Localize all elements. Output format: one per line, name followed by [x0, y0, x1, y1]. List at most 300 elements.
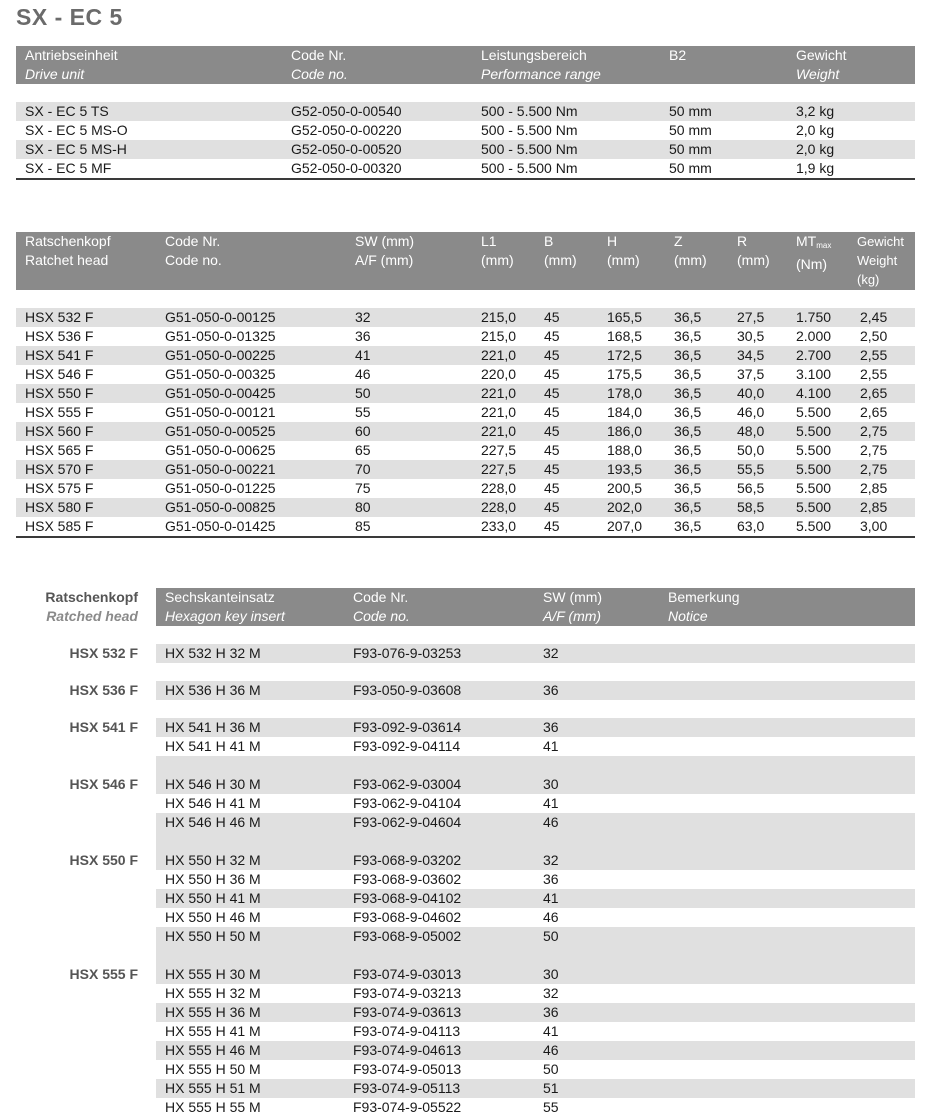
- column-header-en: A/F (mm): [543, 608, 602, 624]
- table-cell: 221,0: [472, 384, 535, 403]
- table-header-row: [16, 46, 915, 84]
- table-cell: 50: [346, 384, 472, 403]
- table-cell: 202,0: [598, 498, 665, 517]
- table-cell: 5.500: [787, 460, 851, 479]
- table-cell: HSX 555 F: [25, 404, 94, 420]
- table-cell: G52-050-0-00520: [282, 140, 472, 159]
- table-cell: 36,5: [674, 404, 702, 420]
- column-header: [282, 46, 472, 84]
- column-header-line2: A/F (mm): [355, 252, 414, 268]
- column-header-unit: (mm): [544, 252, 577, 268]
- table-cell: HX 555 H 46 M: [156, 1041, 344, 1060]
- table-row: [16, 1041, 915, 1060]
- table-cell: 46,0: [737, 404, 765, 420]
- table-cell: 3,00: [851, 517, 915, 537]
- table-cell: G52-050-0-00540: [282, 102, 472, 121]
- table-cell: HX 536 H 36 M: [156, 681, 344, 700]
- row-label-header-de: Ratschenkopf: [45, 589, 138, 605]
- table-cell: 5.500: [796, 480, 832, 496]
- table-cell: HX 550 H 41 M: [156, 889, 344, 908]
- spacer-cell: [535, 290, 598, 308]
- table-cell: F93-074-9-03213: [353, 985, 462, 1001]
- table-cell: 2,0 kg: [787, 140, 915, 159]
- table-cell: 2,65: [860, 404, 888, 420]
- table-cell: 50 mm: [660, 102, 787, 121]
- spacer-cell: [156, 946, 344, 965]
- column-header: [787, 46, 915, 84]
- column-header-unit: (mm): [737, 252, 770, 268]
- spacer-cell: [665, 290, 728, 308]
- table-cell: HX 550 H 32 M: [156, 851, 344, 870]
- spacer-cell: [16, 290, 156, 308]
- table-cell: 36: [534, 1003, 659, 1022]
- spacer-cell: [534, 700, 659, 718]
- table-cell: 1.750: [787, 308, 851, 327]
- table-cell: 221,0: [472, 346, 535, 365]
- table-cell: 5.500: [796, 404, 832, 420]
- table-cell: 50,0: [737, 442, 765, 458]
- spacer-cell: [16, 84, 282, 102]
- table-cell: 233,0: [472, 517, 535, 537]
- table-cell: HSX 585 F: [16, 517, 156, 537]
- spacer-cell: [659, 663, 915, 681]
- table-cell: 41: [346, 346, 472, 365]
- column-header-en: Hexagon key insert: [165, 608, 285, 624]
- table-cell: 5.500: [787, 517, 851, 537]
- table-cell: G51-050-0-01225: [165, 480, 276, 496]
- empty-label: [16, 1003, 156, 1022]
- table-cell: F93-068-9-03602: [353, 871, 462, 887]
- table-cell: 220,0: [481, 366, 517, 382]
- spacer-cell: [282, 84, 472, 102]
- table-cell: G51-050-0-00225: [156, 346, 346, 365]
- table-row: [16, 984, 915, 1003]
- table-cell: HSX 541 F: [16, 346, 156, 365]
- column-header-text: R: [737, 233, 748, 249]
- column-header-unit: (Nm): [796, 256, 828, 272]
- table-cell: 41: [543, 1023, 559, 1039]
- table-cell: 172,5: [598, 346, 665, 365]
- table-cell: G51-050-0-00121: [165, 404, 276, 420]
- table-row: [16, 851, 915, 870]
- table-cell: [659, 851, 915, 870]
- table-cell: 46: [534, 813, 659, 832]
- column-header-line1: [796, 232, 851, 255]
- table-row: [16, 460, 915, 479]
- table-cell: HX 550 H 36 M: [165, 871, 261, 887]
- table-row: [16, 644, 915, 663]
- table-cell: F93-062-9-03004: [344, 775, 534, 794]
- table-cell: 207,0: [598, 517, 665, 537]
- table-cell: F93-076-9-03253: [344, 644, 534, 663]
- spacer-cell: [156, 756, 344, 775]
- column-header: [472, 46, 660, 84]
- spacer-cell: [659, 832, 915, 851]
- table-cell: 5.500: [787, 422, 851, 441]
- column-header-de: Gewicht: [796, 47, 847, 63]
- table-row: [16, 517, 915, 537]
- table-cell: 215,0: [481, 328, 517, 344]
- table-cell: HX 555 H 50 M: [165, 1061, 261, 1077]
- column-header: [346, 232, 472, 290]
- table-cell: 65: [355, 442, 371, 458]
- table-cell: [659, 1098, 915, 1115]
- spacer-cell: [16, 756, 156, 775]
- table-cell: 36,5: [665, 422, 728, 441]
- empty-label: [16, 870, 156, 889]
- table-cell: G52-050-0-00320: [282, 159, 472, 179]
- table-row: [16, 813, 915, 832]
- table-row: [16, 1079, 915, 1098]
- column-header-en: Notice: [668, 608, 708, 624]
- spacer-cell: [534, 832, 659, 851]
- table-row: [16, 1098, 915, 1115]
- table-cell: 32: [543, 985, 559, 1001]
- table-cell: 36: [534, 718, 659, 737]
- table-cell: 30: [534, 775, 659, 794]
- table-cell: F93-092-9-03614: [344, 718, 534, 737]
- spacer-cell: [851, 290, 915, 308]
- table-cell: 55,5: [728, 460, 787, 479]
- table-cell: HX 555 H 41 M: [165, 1023, 261, 1039]
- empty-label: [16, 1041, 156, 1060]
- table-cell: 175,5: [607, 366, 643, 382]
- table-cell: 215,0: [472, 308, 535, 327]
- table-header-row: [16, 232, 915, 290]
- column-header-en: Code no.: [353, 608, 410, 624]
- table-cell: HSX 580 F: [16, 498, 156, 517]
- empty-label: [16, 737, 156, 756]
- table-cell: G51-050-0-00125: [156, 308, 346, 327]
- table-cell: 55: [543, 1099, 559, 1115]
- spacer-cell: [659, 756, 915, 775]
- column-header-de: Bemerkung: [668, 589, 740, 605]
- column-header: [665, 232, 728, 290]
- column-header-text: Ratschenkopf: [25, 233, 111, 249]
- column-header-line1: [481, 232, 535, 251]
- table-cell: HSX 550 F: [16, 384, 156, 403]
- column-header: [728, 232, 787, 290]
- table-cell: 60: [346, 422, 472, 441]
- table-cell: 36,5: [674, 366, 702, 382]
- table-cell: HSX 532 F: [16, 308, 156, 327]
- column-header: [534, 588, 659, 626]
- table-cell: 228,0: [481, 480, 517, 496]
- table-cell: 227,5: [481, 442, 517, 458]
- table-cell: 41: [534, 889, 659, 908]
- table-cell: G52-050-0-00220: [291, 122, 402, 138]
- ratchet-head-table: [16, 232, 915, 538]
- table-cell: G51-050-0-00425: [156, 384, 346, 403]
- table-cell: F93-092-9-04114: [353, 738, 461, 754]
- spacer-cell: [16, 700, 156, 718]
- spacer-cell: [534, 663, 659, 681]
- column-header-line1: [737, 232, 787, 251]
- column-header: [156, 588, 344, 626]
- table-cell: 2,75: [860, 442, 888, 458]
- table-cell: 2,85: [860, 480, 888, 496]
- table-row: [16, 479, 915, 498]
- table-cell: 500 - 5.500 Nm: [472, 102, 660, 121]
- column-header-text: MT: [796, 233, 817, 249]
- table-cell: 48,0: [728, 422, 787, 441]
- spacer-cell: [344, 700, 534, 718]
- spacer-row: [16, 946, 915, 965]
- table-cell: 184,0: [607, 404, 643, 420]
- ratchet-head-label: HSX 555 F: [16, 965, 156, 984]
- column-header-unit: (mm): [607, 252, 640, 268]
- table-row: [16, 422, 915, 441]
- spacer-cell: [534, 946, 659, 965]
- table-cell: 2,85: [851, 498, 915, 517]
- table-cell: 221,0: [481, 404, 517, 420]
- table-cell: [659, 794, 915, 813]
- spacer-cell: [156, 700, 344, 718]
- hexagon-insert-table: [16, 588, 915, 1115]
- table-cell: 45: [535, 422, 598, 441]
- column-header-de: Sechskanteinsatz: [165, 589, 275, 605]
- table-cell: 45: [544, 328, 560, 344]
- table-cell: HX 555 H 36 M: [156, 1003, 344, 1022]
- table-cell: 50 mm: [660, 140, 787, 159]
- table-cell: [659, 681, 915, 700]
- table-cell: 45: [544, 442, 560, 458]
- table-row: [16, 140, 915, 159]
- spacer-cell: [659, 700, 915, 718]
- table-row: [16, 1060, 915, 1079]
- ratchet-head-label: HSX 541 F: [16, 718, 156, 737]
- table-cell: 40,0: [728, 384, 787, 403]
- table-cell: 193,5: [598, 460, 665, 479]
- table-cell: 36,5: [665, 308, 728, 327]
- column-header: [156, 232, 346, 290]
- column-header-line2: Weight: [857, 253, 898, 268]
- column-header-de: Antriebseinheit: [25, 47, 118, 63]
- table-row: [16, 794, 915, 813]
- table-cell: [659, 908, 915, 927]
- table-cell: G51-050-0-00625: [165, 442, 276, 458]
- table-cell: 56,5: [737, 480, 765, 496]
- table-cell: 500 - 5.500 Nm: [472, 140, 660, 159]
- column-header-text: Z: [674, 233, 683, 249]
- column-header-de: Leistungsbereich: [481, 47, 587, 63]
- table-cell: 46: [534, 1041, 659, 1060]
- table-row: [16, 384, 915, 403]
- ratchet-head-label: HSX 550 F: [16, 851, 156, 870]
- spacer-cell: [472, 84, 660, 102]
- spacer-cell: [16, 663, 156, 681]
- column-header-line1: [674, 232, 728, 251]
- ratchet-head-label: HSX 536 F: [16, 681, 156, 700]
- spacer-cell: [156, 290, 346, 308]
- table-cell: 2,75: [851, 422, 915, 441]
- column-header-de: Code Nr.: [291, 47, 347, 63]
- spacer-cell: [787, 84, 915, 102]
- table-cell: 2,55: [851, 346, 915, 365]
- table-cell: [659, 927, 915, 946]
- table-cell: 32: [534, 644, 659, 663]
- table-cell: 5.500: [787, 498, 851, 517]
- spacer-cell: [344, 756, 534, 775]
- table-cell: F93-074-9-05013: [353, 1061, 462, 1077]
- spacer-cell: [534, 756, 659, 775]
- table-cell: HSX 546 F: [25, 366, 94, 382]
- table-cell: F93-074-9-03013: [344, 965, 534, 984]
- table-cell: [659, 1022, 915, 1041]
- spacer-row: [16, 84, 915, 102]
- table-cell: 58,5: [728, 498, 787, 517]
- column-header-text: B: [544, 233, 554, 249]
- column-header: [598, 232, 665, 290]
- table-cell: 45: [544, 404, 560, 420]
- table-row: [16, 927, 915, 946]
- table-cell: F93-074-9-05113: [344, 1079, 534, 1098]
- table-cell: HSX 570 F: [16, 460, 156, 479]
- table-cell: F93-068-9-05002: [344, 927, 534, 946]
- table-cell: 36,5: [674, 328, 702, 344]
- spacer-row: [16, 832, 915, 851]
- column-header-de: Code Nr.: [353, 589, 409, 605]
- column-header-de: SW (mm): [543, 589, 603, 605]
- table-cell: 32: [534, 851, 659, 870]
- column-header-line1: [857, 232, 915, 251]
- column-header-en: Performance range: [481, 66, 601, 82]
- column-header-text: Code Nr.: [165, 233, 221, 249]
- table-cell: 2,65: [851, 384, 915, 403]
- spacer-cell: [472, 290, 535, 308]
- table-cell: 34,5: [728, 346, 787, 365]
- table-row: [16, 908, 915, 927]
- spacer-cell: [16, 946, 156, 965]
- empty-label: [16, 1060, 156, 1079]
- spacer-cell: [728, 290, 787, 308]
- table-row: [16, 365, 915, 384]
- empty-label: [16, 908, 156, 927]
- spacer-row: [16, 756, 915, 775]
- empty-label: [16, 927, 156, 946]
- column-header-text: SW (mm): [355, 233, 415, 249]
- column-header-en: Drive unit: [25, 66, 85, 82]
- row-label-header: [16, 588, 156, 626]
- table-cell: 227,5: [472, 460, 535, 479]
- table-row: [16, 965, 915, 984]
- empty-label: [16, 813, 156, 832]
- table-cell: 45: [544, 480, 560, 496]
- table-cell: HX 555 H 55 M: [165, 1099, 261, 1115]
- table-cell: G51-050-0-00221: [156, 460, 346, 479]
- empty-label: [16, 889, 156, 908]
- column-header: [659, 588, 915, 626]
- column-header-en: Code no.: [291, 66, 348, 82]
- spacer-cell: [346, 290, 472, 308]
- table-row: [16, 1022, 915, 1041]
- table-cell: HX 546 H 46 M: [156, 813, 344, 832]
- table-cell: 200,5: [607, 480, 643, 496]
- column-header: [16, 46, 282, 84]
- column-header-line1: [607, 232, 665, 251]
- table-cell: 2,75: [851, 460, 915, 479]
- table-cell: SX - EC 5 MS-O: [25, 122, 128, 138]
- table-cell: 70: [346, 460, 472, 479]
- table-cell: [659, 1041, 915, 1060]
- table-cell: 4.100: [787, 384, 851, 403]
- column-header-line1: [165, 232, 346, 251]
- table-row: [16, 346, 915, 365]
- table-row: [16, 498, 915, 517]
- spacer-cell: [344, 626, 534, 644]
- table-cell: [659, 965, 915, 984]
- spacer-row: [16, 663, 915, 681]
- table-cell: 36: [543, 871, 559, 887]
- table-cell: HX 550 H 50 M: [156, 927, 344, 946]
- column-header-line1: [544, 232, 598, 251]
- table-cell: F93-062-9-04604: [344, 813, 534, 832]
- column-header-unit: (mm): [481, 252, 514, 268]
- drive-unit-table: [16, 46, 915, 180]
- spacer-cell: [16, 832, 156, 851]
- table-row: [16, 121, 915, 140]
- table-cell: 36: [355, 328, 371, 344]
- spacer-cell: [344, 663, 534, 681]
- table-cell: F93-068-9-04602: [353, 909, 462, 925]
- table-cell: 500 - 5.500 Nm: [472, 159, 660, 179]
- table-cell: 36,5: [674, 480, 702, 496]
- table-cell: HX 555 H 51 M: [156, 1079, 344, 1098]
- spacer-cell: [660, 84, 787, 102]
- table-cell: 50 mm: [660, 159, 787, 179]
- table-cell: 36,5: [665, 517, 728, 537]
- table-cell: SX - EC 5 TS: [16, 102, 282, 121]
- table-cell: [659, 1003, 915, 1022]
- table-cell: 2,0 kg: [796, 122, 835, 138]
- table-row: [16, 681, 915, 700]
- table-cell: 165,5: [598, 308, 665, 327]
- table-cell: [659, 775, 915, 794]
- column-header: [660, 46, 787, 84]
- table-cell: 27,5: [728, 308, 787, 327]
- ratchet-head-label: HSX 532 F: [16, 644, 156, 663]
- table-cell: 45: [535, 498, 598, 517]
- spacer-row: [16, 700, 915, 718]
- table-cell: 41: [543, 738, 559, 754]
- table-cell: F93-074-9-04613: [344, 1041, 534, 1060]
- spacer-cell: [659, 946, 915, 965]
- table-cell: [659, 870, 915, 889]
- table-cell: 3,2 kg: [787, 102, 915, 121]
- column-header: [344, 588, 534, 626]
- column-header-en: Weight: [796, 66, 840, 82]
- table-cell: 46: [355, 366, 371, 382]
- table-cell: 75: [355, 480, 371, 496]
- table-row: [16, 889, 915, 908]
- table-cell: HX 532 H 32 M: [156, 644, 344, 663]
- table-cell: HSX 575 F: [25, 480, 94, 496]
- column-header-line1: [25, 232, 156, 251]
- table-header-row: [16, 588, 915, 626]
- table-cell: 2,45: [851, 308, 915, 327]
- table-cell: 228,0: [472, 498, 535, 517]
- table-row: [16, 737, 915, 756]
- column-header-line2: Ratchet head: [25, 252, 109, 268]
- spacer-row: [16, 626, 915, 644]
- spacer-cell: [534, 626, 659, 644]
- table-cell: [659, 1079, 915, 1098]
- table-cell: [659, 813, 915, 832]
- table-cell: F93-050-9-03608: [344, 681, 534, 700]
- table-cell: SX - EC 5 MS-H: [16, 140, 282, 159]
- table-cell: F93-062-9-04104: [353, 795, 462, 811]
- table-cell: HSX 565 F: [25, 442, 94, 458]
